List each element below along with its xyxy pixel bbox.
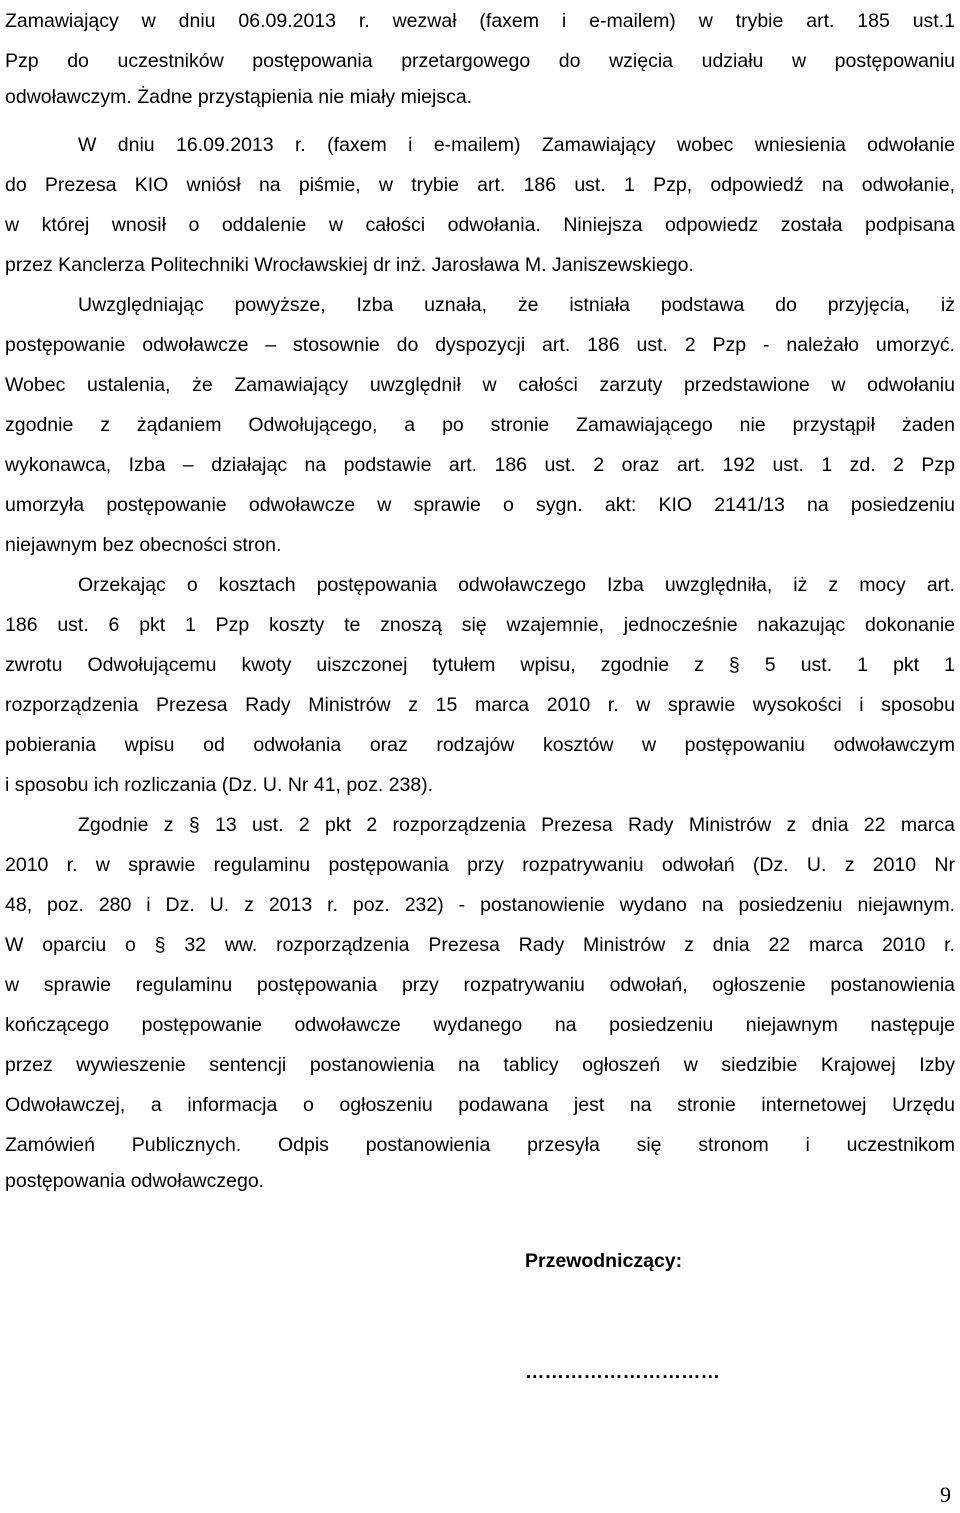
paragraph-line: Pzp do uczestników postępowania przetargowego do wzięcia udziału w postępowaniu (5, 50, 955, 72)
paragraph-line: umorzyła postępowanie odwoławcze w sprawie o sygn. akt: KIO 2141/13 na posiedzeniu (5, 494, 955, 516)
paragraph-line: w której wnosił o oddalenie w całości odwołania. Niniejsza odpowiedz została podpisana (5, 214, 955, 236)
paragraph-line: do Prezesa KIO wniósł na piśmie, w trybie art. 186 ust. 1 Pzp, odpowiedź na odwołanie, (5, 174, 955, 196)
paragraph-line: odwoławczym. Żadne przystąpienia nie miały miejsca. (5, 86, 473, 108)
paragraph-line: Zamówień Publicznych. Odpis postanowienia przesyła się stronom i uczestnikom (5, 1134, 955, 1156)
paragraph-line: pobierania wpisu od odwołania oraz rodzajów kosztów w postępowaniu odwoławczym (5, 734, 955, 756)
paragraph-line: Odwoławczej, a informacja o ogłoszeniu podawana jest na stronie internetowej Urzędu (5, 1094, 955, 1116)
paragraph-line: 48, poz. 280 i Dz. U. z 2013 r. poz. 232) - postanowienie wydano na posiedzeniu niejawnym. (5, 894, 955, 916)
paragraph-line: 186 ust. 6 pkt 1 Pzp koszty te znoszą się wzajemnie, jednocześnie nakazując dokonanie (5, 614, 955, 636)
signature-title: Przewodniczący: (525, 1250, 683, 1272)
paragraph-line: wykonawca, Izba – działając na podstawie art. 186 ust. 2 oraz art. 192 ust. 1 zd. 2 Pzp (5, 454, 955, 476)
paragraph-line: Wobec ustalenia, że Zamawiający uwzględnił w całości zarzuty przedstawione w odwołaniu (5, 374, 955, 396)
paragraph-line: Zgodnie z § 13 ust. 2 pkt 2 rozporządzenia Prezesa Rady Ministrów z dnia 22 marca (78, 814, 955, 836)
paragraph-line: postępowania odwoławczego. (5, 1170, 265, 1192)
paragraph-line: przez Kanclerza Politechniki Wrocławskiej dr inż. Jarosława M. Janiszewskiego. (5, 254, 694, 276)
paragraph-line: postępowanie odwoławcze – stosownie do dyspozycji art. 186 ust. 2 Pzp - należało umorzyć. (5, 334, 955, 356)
paragraph-line: kończącego postępowanie odwoławcze wydanego na posiedzeniu niejawnym następuje (5, 1014, 955, 1036)
paragraph-line: Orzekając o kosztach postępowania odwoławczego Izba uwzględniła, iż z mocy art. (78, 574, 955, 596)
paragraph-line: niejawnym bez obecności stron. (5, 534, 282, 556)
paragraph-line: W oparciu o § 32 ww. rozporządzenia Prezesa Rady Ministrów z dnia 22 marca 2010 r. (5, 934, 955, 956)
signature-line: ………………………… (525, 1361, 720, 1383)
paragraph-line: zgodnie z żądaniem Odwołującego, a po stronie Zamawiającego nie przystąpił żaden (5, 414, 955, 436)
page-number: 9 (940, 1482, 951, 1507)
paragraph-line: zwrotu Odwołującemu kwoty uiszczonej tytułem wpisu, zgodnie z § 5 ust. 1 pkt 1 (5, 654, 955, 676)
paragraph-line: Uwzględniając powyższe, Izba uznała, że istniała podstawa do przyjęcia, iż (78, 294, 955, 316)
paragraph-line: rozporządzenia Prezesa Rady Ministrów z 15 marca 2010 r. w sprawie wysokości i sposobu (5, 694, 955, 716)
paragraph-line: W dniu 16.09.2013 r. (faxem i e-mailem) Zamawiający wobec wniesienia odwołanie (78, 134, 955, 156)
paragraph-line: Zamawiający w dniu 06.09.2013 r. wezwał (faxem i e-mailem) w trybie art. 185 ust.1 (5, 10, 955, 32)
paragraph-line: w sprawie regulaminu postępowania przy rozpatrywaniu odwołań, ogłoszenie postanowienia (5, 974, 955, 996)
paragraph-line: i sposobu ich rozliczania (Dz. U. Nr 41, poz. 238). (5, 774, 434, 796)
paragraph-line: przez wywieszenie sentencji postanowienia na tablicy ogłoszeń w siedzibie Krajowej Izby (5, 1054, 955, 1076)
paragraph-line: 2010 r. w sprawie regulaminu postępowania przy rozpatrywaniu odwołań (Dz. U. z 2010 Nr (5, 854, 955, 876)
